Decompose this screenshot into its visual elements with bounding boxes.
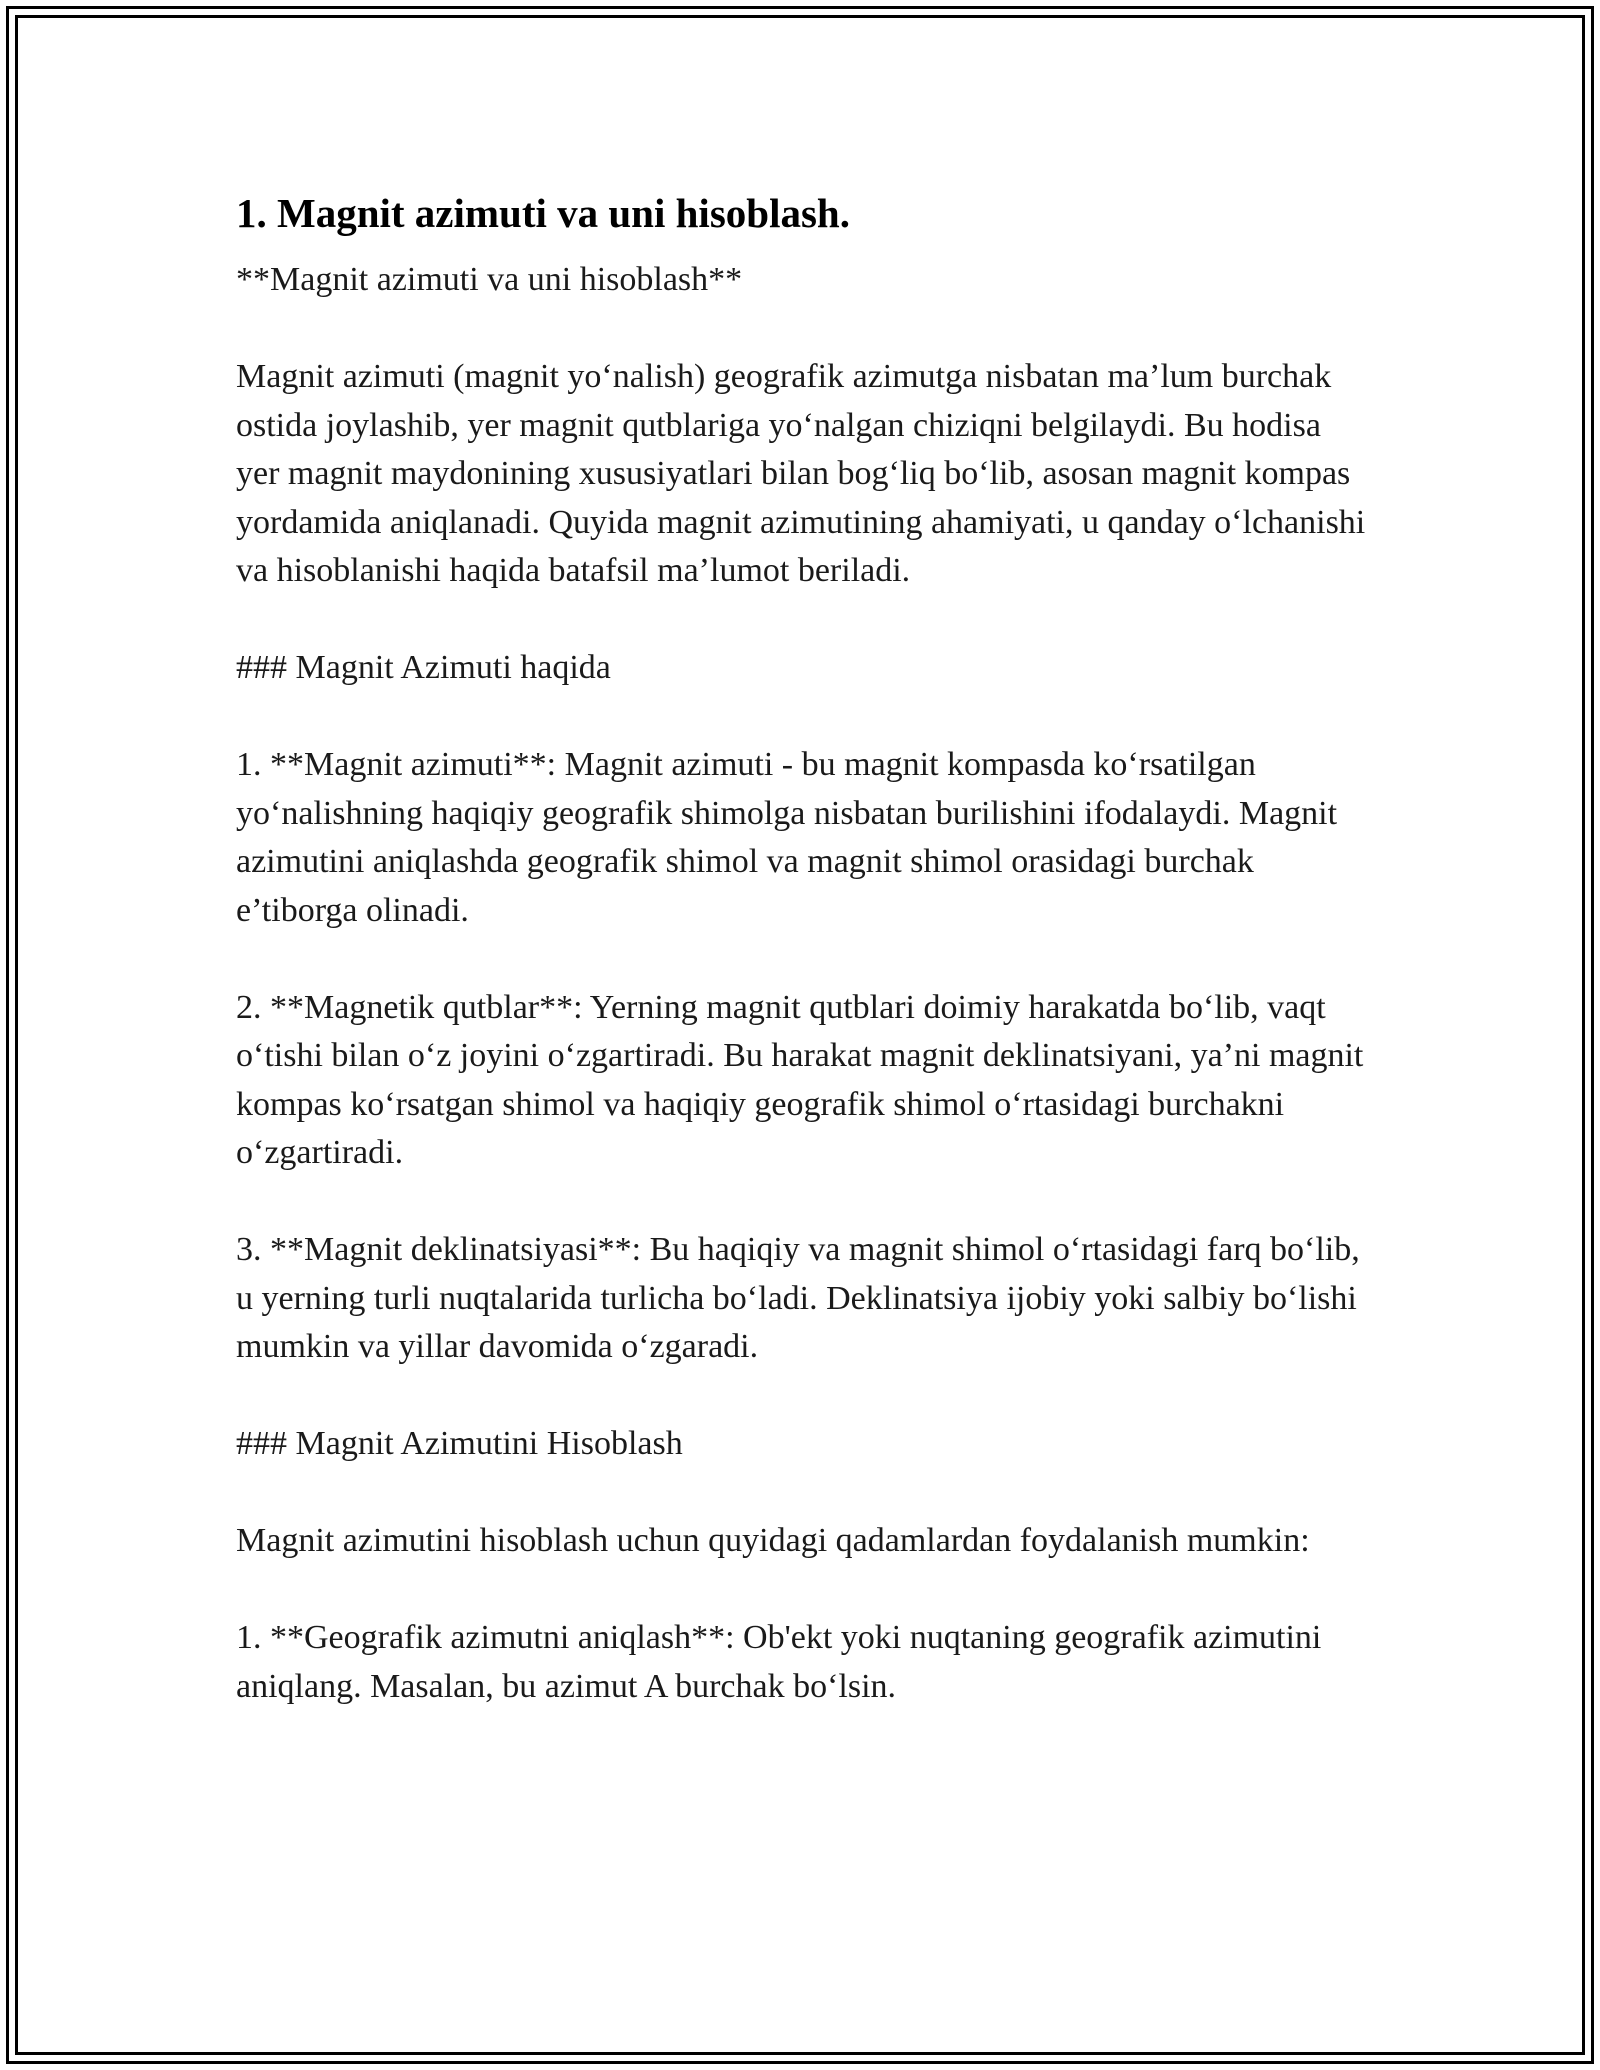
- list-item-magnit-azimuti: 1. **Magnit azimuti**: Magnit azimuti - bu magnit kompasda ko‘rsatilgan yo‘nalishning haqiqiy geografik shimolga nisbatan burilishini ifodalaydi. Magnit azimutini aniqlashda geografik shimol va magnit shimol orasidagi burchak e’tiborga olinadi.: [236, 746, 1338, 929]
- document-title: 1. Magnit azimuti va uni hisoblash.: [236, 190, 850, 236]
- list-item-magnetik-qutblar: 2. **Magnetik qutblar**: Yerning magnit qutblari doimiy harakatda bo‘lib, vaqt o‘tishi bilan o‘z joyini o‘zgartiradi. Bu harakat magnit deklinatsiyani, ya’ni magnit kompas ko‘rsatgan shimol va haqiqiy geografik shimol o‘rtasidagi burchakni o‘zgartiradi.: [236, 988, 1364, 1171]
- section-heading-calculation: ### Magnit Azimutini Hisoblash: [236, 1425, 683, 1462]
- section-heading-about: ### Magnit Azimuti haqida: [236, 649, 611, 686]
- subtitle-paragraph: **Magnit azimuti va uni hisoblash**: [236, 261, 743, 298]
- list-item-magnit-deklinatsiyasi: 3. **Magnit deklinatsiyasi**: Bu haqiqiy va magnit shimol o‘rtasidagi farq bo‘lib, u yerning turli nuqtalarida turlicha bo‘ladi. Deklinatsiya ijobiy yoki salbiy bo‘lishi mumkin va yillar davomida o‘zgaradi.: [236, 1231, 1360, 1365]
- list-item-geografik-azimut: 1. **Geografik azimutni aniqlash**: Ob'ekt yoki nuqtaning geografik azimutini aniqlang. Masalan, bu azimut A burchak bo‘lsin.: [236, 1619, 1322, 1705]
- calculation-intro-paragraph: Magnit azimutini hisoblash uchun quyidagi qadamlardan foydalanish mumkin:: [236, 1522, 1310, 1559]
- document-body: [236, 184, 1366, 1760]
- intro-paragraph: Magnit azimuti (magnit yo‘nalish) geografik azimutga nisbatan ma’lum burchak ostida joylashib, yer magnit qutblariga yo‘nalgan chiziqni belgilaydi. Bu hodisa yer magnit maydonining xususiyatlari bilan bog‘liq bo‘lib, asosan magnit kompas yordamida aniqlanadi. Quyida magnit azimutining ahamiyati, u qanday o‘lchanishi va hisoblanishi haqida batafsil ma’lumot beriladi.: [236, 358, 1366, 589]
